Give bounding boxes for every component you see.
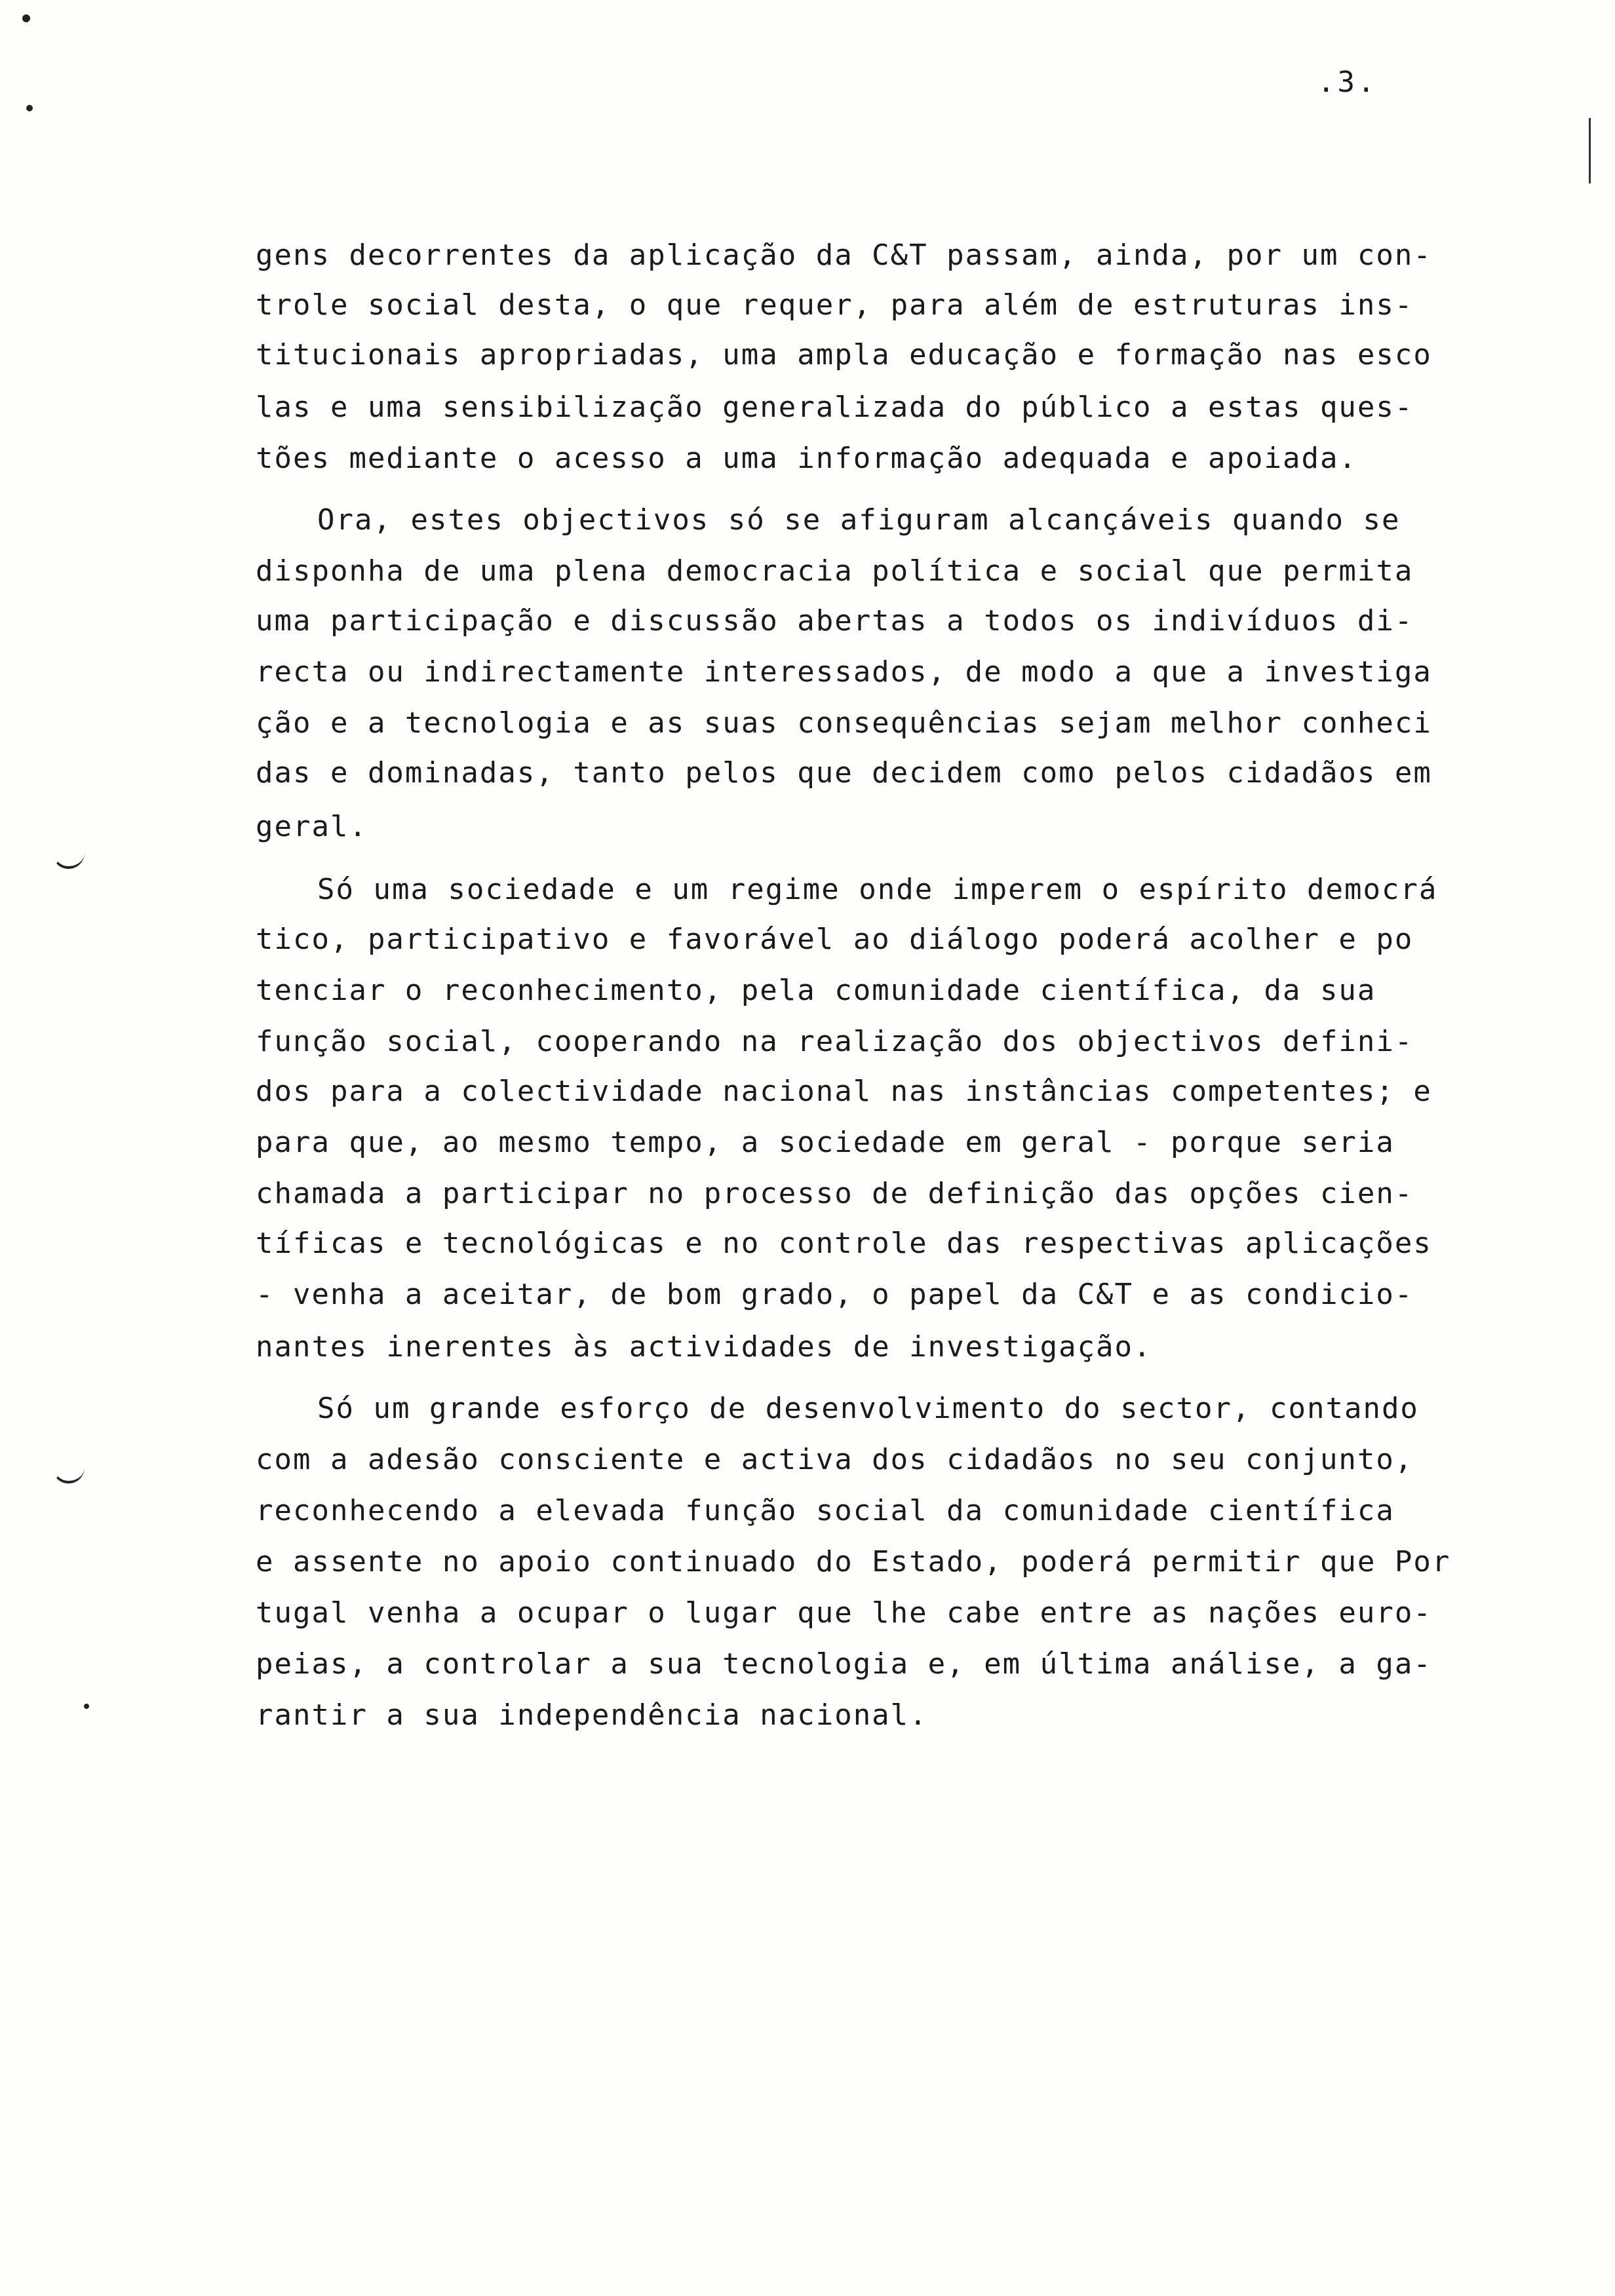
page-edge-mark [1589, 118, 1591, 183]
text-line: gens decorrentes da aplicação da C&T passam, ainda, por um con- [256, 239, 1432, 272]
text-line: nantes inerentes às actividades de investigação. [256, 1330, 1152, 1364]
binding-mark [52, 849, 85, 869]
speck-mark [84, 1704, 89, 1709]
text-line: las e uma sensibilização generalizada do público a estas ques- [256, 391, 1414, 424]
text-line: Ora, estes objectivos só se afiguram alcançáveis quando se [317, 503, 1401, 537]
punch-hole-mark [26, 105, 33, 111]
text-line: reconhecendo a elevada função social da comunidade científica [256, 1494, 1395, 1527]
text-line: rantir a sua independência nacional. [256, 1698, 928, 1732]
text-line: tenciar o reconhecimento, pela comunidade científica, da sua [256, 974, 1376, 1007]
text-line: chamada a participar no processo de definição das opções cien- [256, 1177, 1414, 1210]
text-line: geral. [256, 810, 368, 843]
text-line: das e dominadas, tanto pelos que decidem como pelos cidadãos em [256, 756, 1432, 790]
text-line: titucionais apropriadas, uma ampla educação e formação nas esco [256, 338, 1432, 372]
text-line: Só um grande esforço de desenvolvimento do sector, contando [317, 1392, 1419, 1425]
text-line: trole social desta, o que requer, para além de estruturas ins- [256, 288, 1414, 322]
text-line: com a adesão consciente e activa dos cidadãos no seu conjunto, [256, 1443, 1414, 1476]
text-line: - venha a aceitar, de bom grado, o papel da C&T e as condicio- [256, 1278, 1414, 1311]
text-line: ção e a tecnologia e as suas consequências sejam melhor conheci [256, 706, 1432, 740]
text-line: dos para a colectividade nacional nas instâncias competentes; e [256, 1075, 1432, 1108]
text-line: tico, participativo e favorável ao diálogo poderá acolher e po [256, 923, 1414, 956]
text-line: disponha de uma plena democracia política e social que permita [256, 554, 1414, 588]
text-line: recta ou indirectamente interessados, de modo a que a investiga [256, 655, 1432, 689]
text-line: uma participação e discussão abertas a todos os indivíduos di- [256, 604, 1414, 638]
page-number: .3. [1317, 66, 1378, 99]
text-line: e assente no apoio continuado do Estado, poderá permitir que Por [256, 1545, 1451, 1578]
punch-hole-mark [22, 14, 30, 22]
text-line: tões mediante o acesso a uma informação adequada e apoiada. [256, 442, 1357, 475]
text-line: peias, a controlar a sua tecnologia e, em última análise, a ga- [256, 1647, 1432, 1681]
text-line: tugal venha a ocupar o lugar que lhe cabe entre as nações euro- [256, 1596, 1432, 1630]
text-line: para que, ao mesmo tempo, a sociedade em geral - porque seria [256, 1126, 1395, 1159]
text-line: Só uma sociedade e um regime onde imperem o espírito democrá [317, 873, 1438, 906]
binding-mark [52, 1464, 85, 1483]
text-line: tíficas e tecnológicas e no controle das respectivas aplicações [256, 1227, 1432, 1260]
text-line: função social, cooperando na realização dos objectivos defini- [256, 1025, 1414, 1058]
